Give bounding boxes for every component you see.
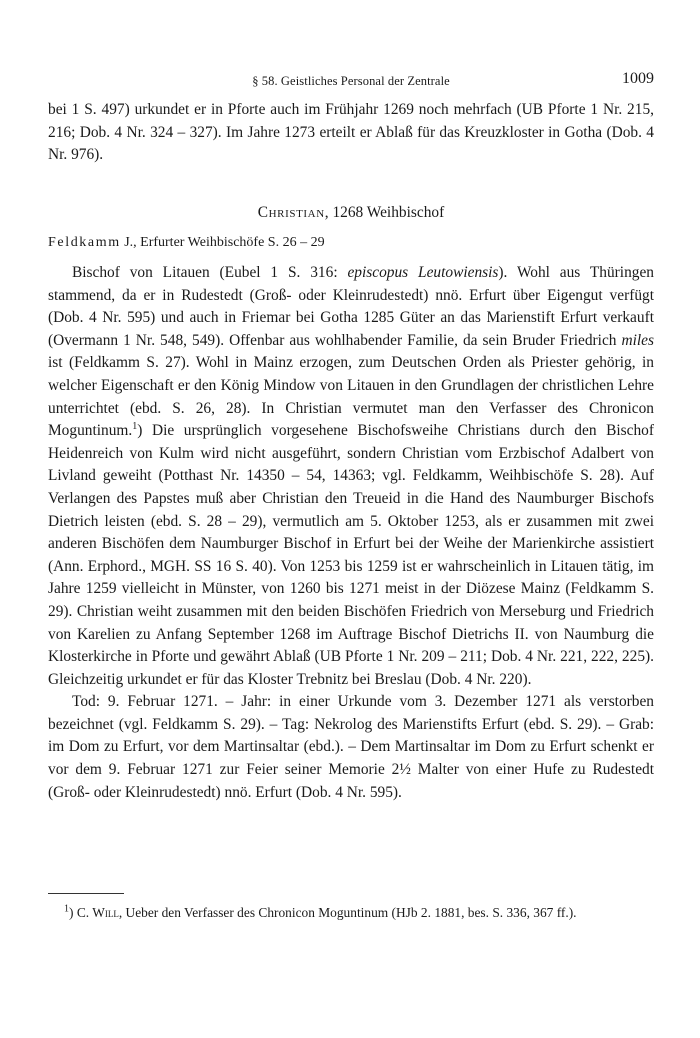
footnote-marker: 1	[64, 903, 69, 915]
body-paragraph-1	[48, 262, 654, 691]
p1-italic-a: episcopus Leutowiensis	[347, 264, 499, 281]
reference-author: Feldkamm	[48, 235, 121, 250]
body-paragraph-2: Tod: 9. Februar 1271. – Jahr: in einer Urkunde vom 3. Dezember 1271 als verstorben bezeichnet (vgl. Feldkamm S. 29). – Tag: Nekrolog des Marienstifts Erfurt (ebd. S. 29). – Grab: im Dom zu Erfurt, vor dem Martinsaltar (ebd.). – Dem Martinsaltar im Dom zu Erfurt schenkt er vor dem 9. Februar 1271 zur Feier seiner Memorie 2½ Malter von einer Hufe zu Rudestedt (Groß- oder Kleinrudestedt) nnö. Erfurt (Dob. 4 Nr. 595).	[48, 693, 654, 801]
entry-heading	[48, 204, 654, 222]
p1-part-c: ist (Feldkamm S. 27). Wohl in Mainz erzogen, zum Deutschen Orden als Priester gehörig, in welcher Eigenschaft er den König Mindow von Litauen in den Grundlagen der christlichen Lehre unterrichtet (ebd. S. 26, 28). In Christian vermutet man den Verfasser des Chronicon Moguntinum.	[48, 354, 654, 440]
p1-part-d: ) Die ursprünglich vorgesehene Bischofsweihe Christians durch den Bischof Heidenreich von Kulm wird nicht ausgeführt, sondern Christian vom Erzbischof Adalbert von Livland geweiht (Potthast Nr. 14350 – 54, 14363; vgl. Feldkamm, Weihbischöfe S. 28). Auf Verlangen des Papstes muß aber Christian den Treueid in die Hand des Naumburger Bischofs Dietrich leisten (ebd. S. 28 – 29), vermutlich am 5. Oktober 1253, als er zusammen mit zwei anderen Bischöfen dem Naumburger Bischof in Erfurt bei der Weihe der Marienkirche assistiert (Ann. Erphord., MGH. SS 16 S. 40). Von 1253 bis 1259 ist er wahrscheinlich in Litauen tätig, im Jahre 1259 vielleicht in Münster, von 1260 bis 1271 meist in der Diözese Mainz (Feldkamm S. 29). Christian weiht zusammen mit den beiden Bischöfen Friedrich von Merseburg und Friedrich von Karelien zu Anfang September 1268 im Auftrage Bischof Dietrichs II. von Naumburg die Klosterkirche in Pforte und gewährt Ablaß (UB Pforte 1 Nr. 209 – 211; Dob. 4 Nr. 221, 222, 225). Gleichzeitig urkundet er für das Kloster Trebnitz bei Breslau (Dob. 4 Nr. 220).	[48, 422, 654, 688]
footnote: $^1$) C. Will, Ueber den Verfasser des Chronicon Moguntinum (HJb 2. 1881, bes. S. 336, 367 ff.).	[64, 903, 577, 920]
running-header	[48, 70, 654, 94]
entry-reference	[48, 235, 654, 251]
page-number: 1009	[622, 70, 654, 87]
intro-text: bei 1 S. 497) urkundet er in Pforte auch im Frühjahr 1269 noch mehrfach (UB Pforte 1 Nr. 215, 216; Dob. 4 Nr. 324 – 327). Im Jahre 1273 erteilt er Ablaß für das Kreuzkloster in Gotha (Dob. 4 Nr. 976).	[48, 101, 654, 164]
running-title: § 58. Geistliches Personal der Zentrale	[252, 74, 450, 88]
footnote-text: , Ueber den Verfasser des Chronicon Moguntinum (HJb 2. 1881, bes. S. 336, 367 ff.).	[118, 905, 577, 920]
intro-paragraph	[48, 99, 654, 167]
footnote-author: C. Will	[76, 905, 119, 920]
reference-text: J., Erfurter Weihbischöfe S. 26 – 29	[120, 235, 325, 250]
p1-part-a: Bischof von Litauen (Eubel 1 S. 316:	[72, 264, 348, 281]
entry-name: Christian	[257, 204, 325, 221]
footnote-divider	[48, 893, 124, 894]
entry-title: , 1268 Weihbischof	[324, 204, 445, 221]
entry-body	[48, 262, 654, 804]
p1-italic-b: miles	[621, 331, 654, 349]
footnote-reference[interactable]: 1	[132, 421, 138, 433]
p1-part-b: ). Wohl aus Thüringen stammend, da er in Rudestedt (Groß- oder Kleinrudestedt) nnö. Erfurt über Eigengut verfügt (Dob. 4 Nr. 595) und auch in Friemar bei Gotha 1285 Güter an das Marienstift Erfurt verkauft (Overmann 1 Nr. 548, 549). Offenbar aus wohlhabender Familie, da sein Bruder Friedrich	[48, 264, 654, 349]
